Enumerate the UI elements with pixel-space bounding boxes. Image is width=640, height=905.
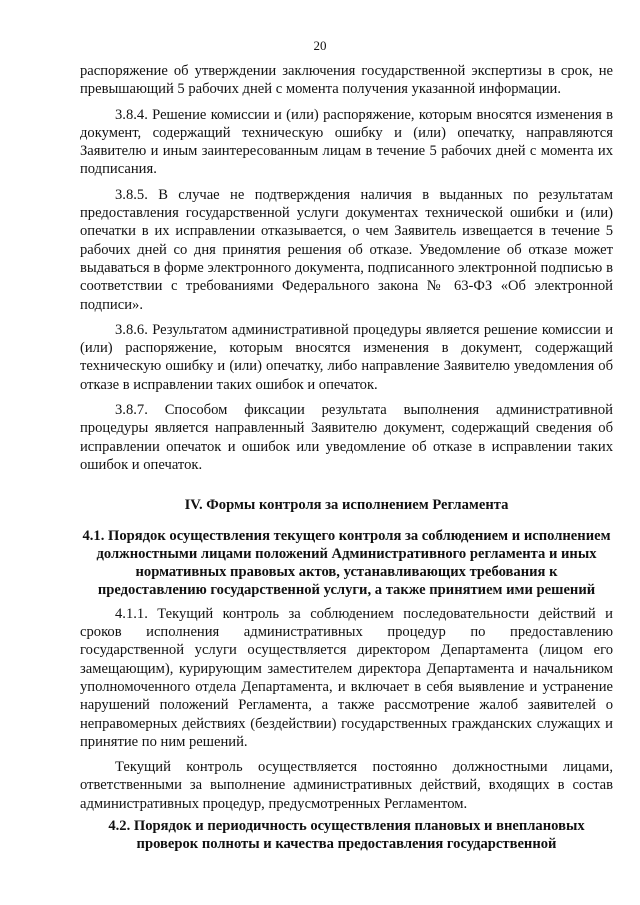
paragraph-3-8-5: 3.8.5. В случае не подтверждения наличия в выданных по результатам предоставления государственной услуги документах технической ошибки и (или) опечатки в их исправлении отказывается, о чем Заявитель извещается в течение 5 рабочих дней со дня принятия решения об отказе. Уведомление об отказе может выдаваться в форме электронного документа, подписанного электронной подписью в соответствии с требованиями Федерального закона № 63-ФЗ «Об электронной подписи». <box>80 186 613 313</box>
section-title: IV. Формы контроля за исполнением Регламента <box>184 497 509 514</box>
paragraph-3-8-7: 3.8.7. Способом фиксации результата выполнения административной процедуры является направленный Заявителю документ, содержащий сведения об исправлении опечаток и ошибок или уведомление об отказе в исправлении таких ошибок и опечаток. <box>80 402 613 473</box>
paragraph-4-1-1: 4.1.1. Текущий контроль за соблюдением последовательности действий и сроков исполнения административных процедур по предоставлению государственной услуги осуществляется директором Департамента (лицом его замещающим), курирующим заместителем директора Департамента и начальником уполномоченного отдела Департамента, и включает в себя выявление и устранение нарушений положений Регламента, а также рассмотрение жалоб заявителей о неправомерных действиях (бездействии) государственных гражданских служащих и принятие по ним решений. <box>80 605 613 750</box>
paragraph-3-8-4: 3.8.4. Решение комиссии и (или) распоряжение, которым вносятся изменения в документ, содержащий техническую ошибку и (или) опечатку, направляются Заявителю и иным заинтересованным лицам в течение 5 рабочих дней с момента их подписания. <box>80 106 613 178</box>
page-content <box>80 62 613 859</box>
page-number: 20 <box>313 38 327 53</box>
paragraph-continuation: распоряжение об утверждении заключения государственной экспертизы в срок, не превышающий 5 рабочих дней с момента получения указанной информации. <box>80 63 613 98</box>
subsection-4-1-title: 4.1. Порядок осуществления текущего контроля за соблюдением и исполнением должностными лицами положений Административного регламента и иных нормативных правовых актов, устанавливающих требования к предоставлению государственной услуги, а также принятием ими решений <box>82 527 611 599</box>
paragraph-3-8-6: 3.8.6. Результатом административной процедуры является решение комиссии и (или) распоряжение, которым вносятся изменения в документ, содержащий техническую ошибку и (или) опечатку, либо направление Заявителю уведомления об отказе в исправлении таких ошибок и опечаток. <box>80 321 613 393</box>
subsection-4-2-title: 4.2. Порядок и периодичность осуществления плановых и внеплановых проверок полноты и качества предоставления государственной <box>108 817 585 853</box>
paragraph-current-control: Текущий контроль осуществляется постоянно должностными лицами, ответственными за выполнение административных действий, входящих в состав административных процедур, предусмотренных Регламентом. <box>80 759 613 812</box>
